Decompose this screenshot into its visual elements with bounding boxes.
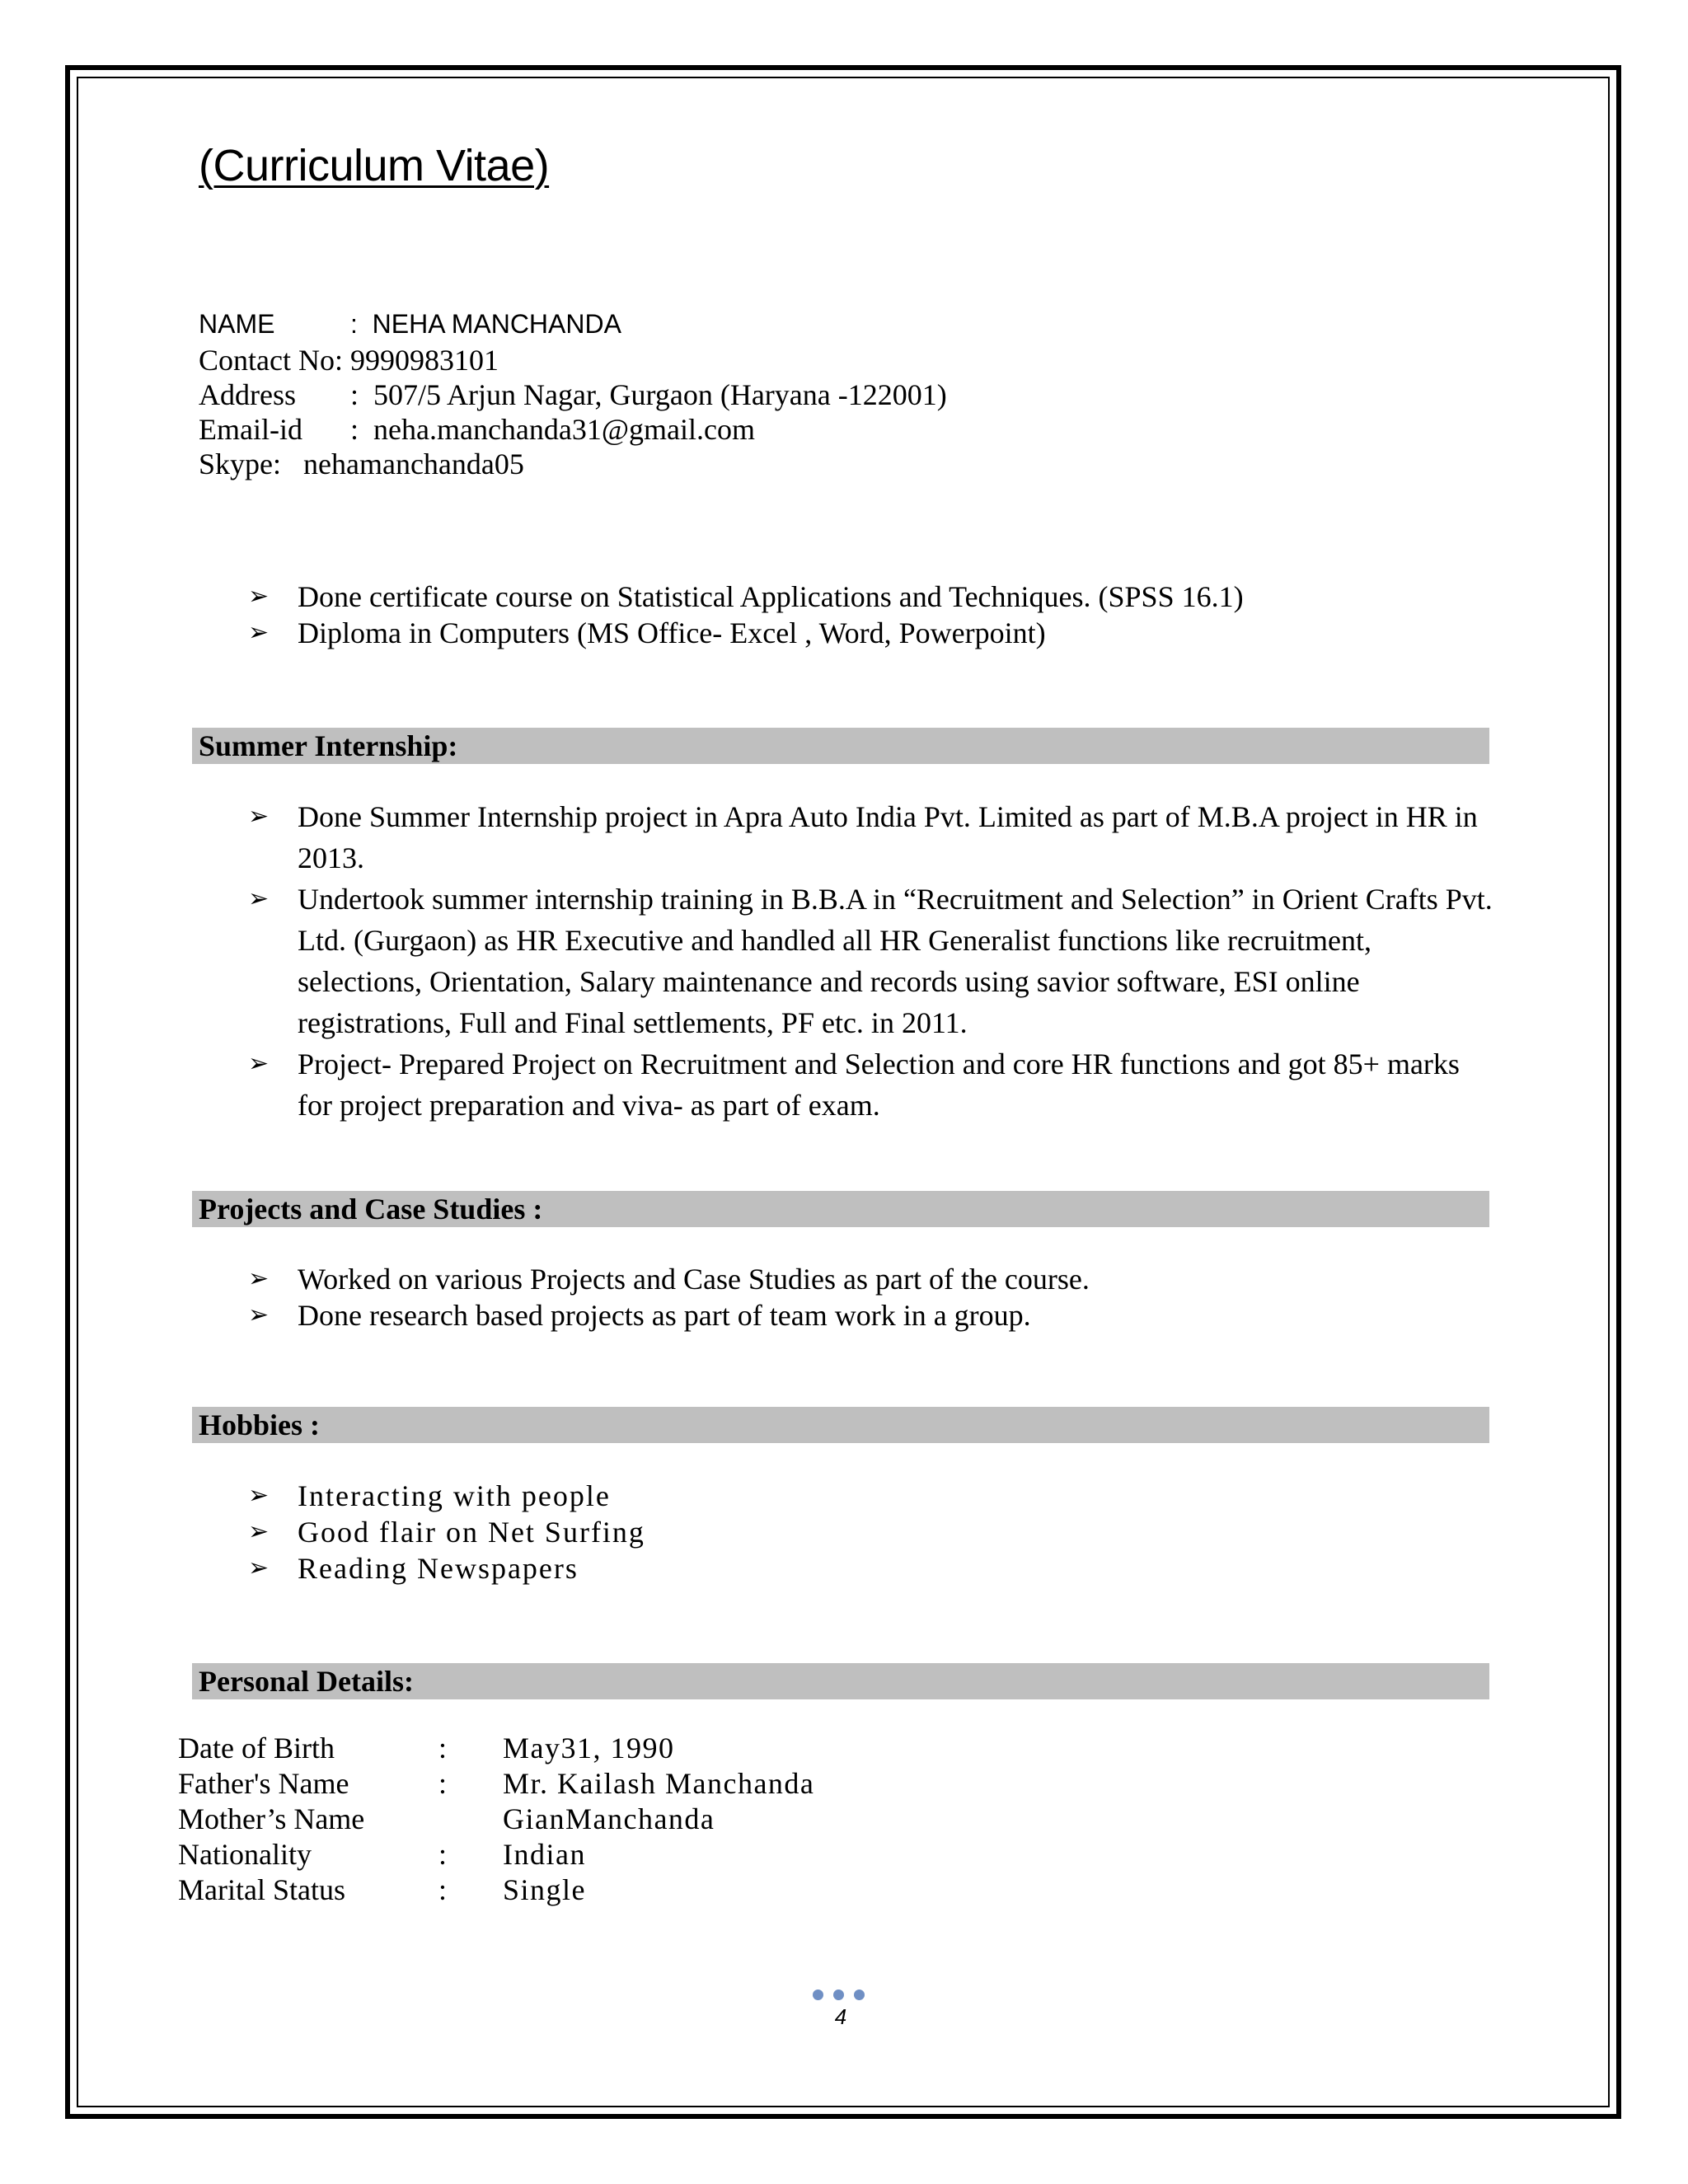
internship-list [248, 796, 1501, 1126]
personal-row-dob: Date of Birth : May31, 1990 [178, 1732, 675, 1765]
personal-row-father: Father's Name : Mr. Kailash Manchanda [178, 1767, 815, 1800]
email-value[interactable]: neha.manchanda31@gmail.com [373, 413, 756, 446]
personal-details [178, 1731, 814, 1908]
arrow-bullet-icon: ➢ [248, 1049, 270, 1078]
list-item: ➢ Done Summer Internship project in Apra Auto India Pvt. Limited as part of M.B.A project in HR in 2013. [248, 796, 1501, 879]
skype-row [199, 447, 947, 481]
hobbies-list [248, 1478, 1501, 1586]
arrow-bullet-icon: ➢ [248, 1264, 270, 1293]
arrow-bullet-icon: ➢ [248, 582, 270, 611]
contact-number-label: Contact No: [199, 344, 343, 377]
skype-label: Skype: [199, 448, 282, 480]
list-item: ➢ Done certificate course on Statistical Applications and Techniques. (SPSS 16.1) [248, 580, 1244, 613]
list-item: ➢ Good flair on Net Surfing [248, 1516, 645, 1549]
address-value: 507/5 Arjun Nagar, Gurgaon (Haryana -122001) [373, 378, 947, 411]
list-item: ➢ Interacting with people [248, 1479, 611, 1512]
personal-row-mother: Mother’s Name GianManchanda [178, 1802, 715, 1835]
name-row [199, 307, 947, 343]
email-label: Email-id [199, 413, 302, 446]
certifications-list [248, 579, 1501, 651]
section-heading-hobbies: Hobbies : [192, 1407, 1489, 1443]
arrow-bullet-icon: ➢ [248, 1481, 271, 1510]
projects-list [248, 1261, 1501, 1333]
list-item: ➢ Done research based projects as part of team work in a group. [248, 1299, 1031, 1332]
list-item: ➢ Project- Prepared Project on Recruitment and Selection and core HR functions and got 85+ marks for project preparation and viva- as part of exam. [248, 1043, 1501, 1126]
arrow-bullet-icon: ➢ [248, 802, 270, 831]
dot-icon [833, 1990, 844, 2000]
arrow-bullet-icon: ➢ [248, 884, 270, 913]
arrow-bullet-icon: ➢ [248, 1554, 271, 1582]
footer-dots-icon [813, 1990, 865, 2001]
name-value: NEHA MANCHANDA [372, 309, 621, 339]
email-row [199, 412, 947, 447]
contact-block [199, 307, 947, 481]
section-heading-personal: Personal Details: [192, 1663, 1489, 1699]
arrow-bullet-icon: ➢ [248, 1517, 271, 1546]
dot-icon [813, 1990, 823, 2000]
list-item: ➢ Worked on various Projects and Case Studies as part of the course. [248, 1263, 1090, 1296]
name-separator: : [350, 309, 358, 339]
contact-number-value: 9990983101 [349, 344, 499, 377]
list-item: ➢ Reading Newspapers [248, 1552, 579, 1585]
list-item: ➢ Diploma in Computers (MS Office- Excel , Word, Powerpoint) [248, 616, 1046, 649]
name-label: NAME [199, 309, 275, 339]
email-separator: : [350, 413, 359, 446]
personal-row-marital: Marital Status : Single [178, 1873, 587, 1906]
address-label: Address [199, 378, 296, 411]
dot-icon [854, 1990, 865, 2000]
contact-number-row [199, 343, 947, 377]
arrow-bullet-icon: ➢ [248, 1301, 270, 1329]
page-number: 4 [834, 2004, 847, 2029]
list-item: ➢ Undertook summer internship training in B.B.A in “Recruitment and Selection” in Orient Crafts Pvt. Ltd. (Gurgaon) as HR Executive and handled all HR Generalist functions like recruitment, selections, Orientation, Salary maintenance and records using savior software, ESI online registrations, Full and Final settlements, PF etc. in 2011. [248, 879, 1501, 1043]
arrow-bullet-icon: ➢ [248, 618, 270, 647]
personal-row-nationality: Nationality : Indian [178, 1838, 586, 1871]
section-heading-internship: Summer Internship: [192, 728, 1489, 764]
address-separator: : [350, 378, 359, 411]
section-heading-projects: Projects and Case Studies : [192, 1191, 1489, 1227]
document-title: (Curriculum Vitae) [199, 141, 550, 190]
address-row [199, 377, 947, 412]
skype-value: nehamanchanda05 [303, 448, 524, 480]
